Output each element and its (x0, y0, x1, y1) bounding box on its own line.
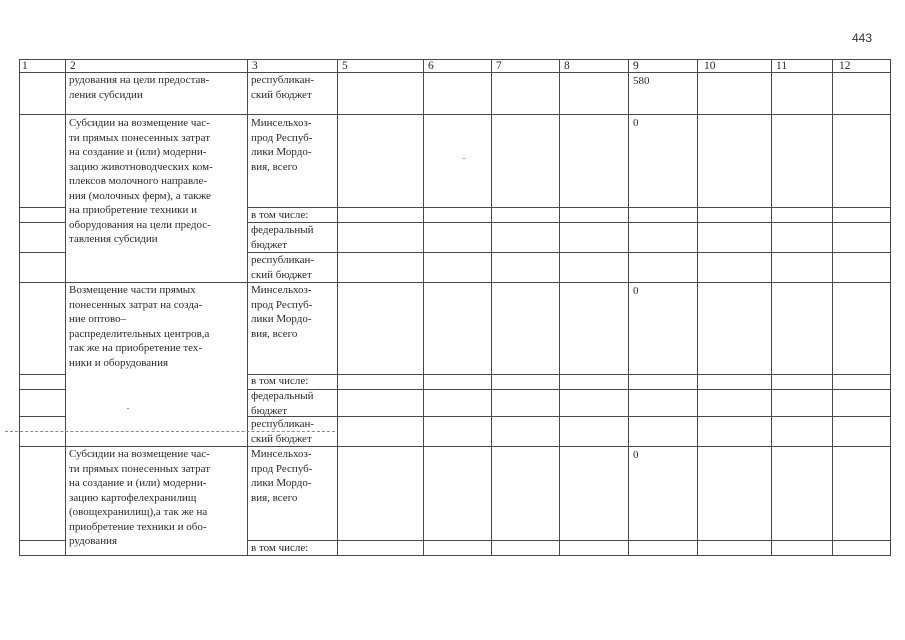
row-border-bottom (19, 555, 891, 556)
header-col-5: 5 (342, 60, 348, 72)
col-border-10 (771, 59, 772, 556)
section-a-col9-value: 0 (633, 117, 639, 129)
row-border-a-includes (247, 207, 891, 208)
row-border-b-republic-partial (19, 416, 65, 417)
section-a-including-label: в том числе: (251, 209, 309, 221)
row-border-a-federal (247, 222, 891, 223)
row-border-b-republic (247, 416, 891, 417)
header-col-8: 8 (564, 60, 570, 72)
header-col-7: 7 (496, 60, 502, 72)
col-border-8 (628, 59, 629, 556)
section-a-republic-label: республикан- ский бюджет (251, 254, 315, 281)
scan-artifact-line (5, 431, 335, 432)
row-border-top (19, 59, 891, 60)
row-border-b-federal (247, 389, 891, 390)
col-border-12 (890, 59, 891, 556)
section-b-description: Возмещение части прямых понесенных затрат на созда- ние оптово– распределительных центров,а так же на приобретение тех- ники и оборудования (69, 284, 210, 369)
page-number: 443 (852, 31, 873, 45)
col-border-5 (423, 59, 424, 556)
header-col-10: 10 (704, 60, 716, 72)
col-border-11 (832, 59, 833, 556)
row-border-a-federal-partial (19, 222, 65, 223)
row-border-a-includes-partial (19, 207, 65, 208)
section-c-executor: Минсельхоз- прод Респуб- лики Мордо- вия, всего (251, 448, 313, 504)
row-border-b-includes-partial (19, 374, 65, 375)
section-b-col9-value: 0 (633, 285, 639, 297)
col-border-7 (559, 59, 560, 556)
section-c-description: Субсидии на возмещение час- ти прямых понесенных затрат на создание и (или) модерни- зацию картофелехранилищ (овощехранилищ),а так же на приобретение техники и обо- рудования (69, 448, 211, 547)
header-col-3: 3 (252, 60, 258, 72)
cont-budget-label: республикан- ский бюджет (251, 74, 315, 101)
section-c-including-label: в том числе: (251, 542, 309, 554)
header-col-6: 6 (428, 60, 434, 72)
row-border-b-federal-partial (19, 389, 65, 390)
col-border-2 (247, 59, 248, 556)
row-border-c-includes (247, 540, 891, 541)
budget-table (19, 59, 891, 557)
section-c-col9-value: 0 (633, 449, 639, 461)
col-border-6 (491, 59, 492, 556)
cont-description: рудования на цели предостав- ления субсидии (69, 74, 210, 101)
row-border-c-includes-partial (19, 540, 65, 541)
col-border-9 (697, 59, 698, 556)
section-b-republic-label: республикан- ский бюджет (251, 418, 315, 445)
scan-artifact-dot (463, 158, 465, 159)
section-a-federal-label: федеральный бюджет (251, 224, 314, 251)
col-border-0 (19, 59, 20, 556)
header-col-2: 2 (70, 60, 76, 72)
section-a-executor: Минсельхоз- прод Респуб- лики Мордо- вия, всего (251, 117, 313, 173)
row-border-b-includes (247, 374, 891, 375)
header-col-9: 9 (633, 60, 639, 72)
row-border-a-republic-partial (19, 252, 65, 253)
row-border-a-republic (247, 252, 891, 253)
section-a-description: Субсидии на возмещение час- ти прямых понесенных затрат на создание и (или) модерни- зацию животноводческих ком- плексов молочного направле- ния (молочных ферм), а также на приобретение техники и оборудования на цели предос- тавления субсидии (69, 117, 213, 245)
section-b-federal-label: федеральный бюджет (251, 390, 314, 417)
section-b-executor: Минсельхоз- прод Респуб- лики Мордо- вия, всего (251, 284, 313, 340)
col-border-3 (337, 59, 338, 556)
col-border-1 (65, 59, 66, 556)
cont-col9-value: 580 (633, 75, 650, 87)
scan-artifact-dot (127, 408, 129, 409)
header-col-12: 12 (839, 60, 851, 72)
header-col-1: 1 (22, 60, 28, 72)
row-border-cont (19, 114, 891, 115)
header-col-11: 11 (776, 60, 788, 72)
section-b-including-label: в том числе: (251, 375, 309, 387)
